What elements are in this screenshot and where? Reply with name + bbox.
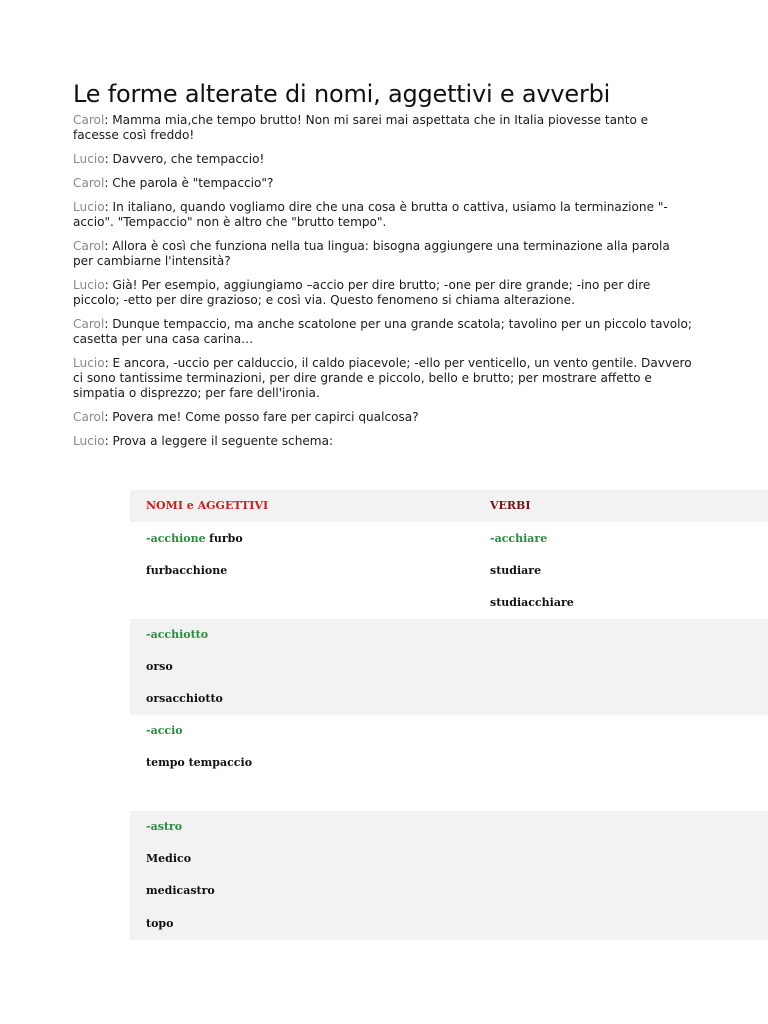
line-text: : Allora è così che funziona nella tua lingua: bisogna aggiungere una terminazione alla parola per cambiarne l'intensità? [73, 239, 670, 268]
line-text: : Mamma mia,che tempo brutto! Non mi sarei mai aspettata che in Italia piovesse tanto e facesse così freddo! [73, 113, 649, 142]
line-text: : Dunque tempaccio, ma anche scatolone per una grande scatola; tavolino per un piccolo tavolo; casetta per una casa carina… [73, 317, 692, 346]
table-cell [130, 875, 490, 907]
table-row [130, 522, 768, 555]
table-cell [490, 715, 768, 747]
dialogue-line [73, 410, 693, 425]
header-nomi-aggettivi: NOMI e AGGETTIVI [130, 490, 490, 522]
dialogue-line [73, 152, 693, 167]
altered-word: orsacchiotto [146, 692, 223, 705]
table-row [130, 683, 768, 715]
table-cell [490, 651, 768, 683]
example-words: tempo tempaccio [146, 756, 253, 769]
table-row [130, 715, 768, 747]
dialogue-line [73, 176, 693, 191]
table-cell [490, 587, 768, 619]
table-header-row [130, 490, 768, 522]
table-cell [130, 619, 490, 651]
table-row [130, 907, 768, 940]
table-cell [130, 843, 490, 875]
table-cell [490, 811, 768, 843]
table-cell [490, 875, 768, 907]
speaker-name: Carol [73, 239, 105, 253]
table-row [130, 811, 768, 843]
table-cell [130, 907, 490, 940]
suffix-acchiare: -acchiare [490, 532, 548, 545]
page-title: Le forme alterate di nomi, aggettivi e avverbi [73, 80, 611, 108]
header-verbi: VERBI [490, 490, 768, 522]
suffix-accio: -accio [146, 724, 183, 737]
speaker-name: Lucio [73, 200, 105, 214]
table-cell [490, 683, 768, 715]
dialogue-line [73, 317, 693, 347]
table-cell [490, 843, 768, 875]
table-row [130, 843, 768, 875]
dialogue-line [73, 356, 693, 401]
dialogue-line [73, 239, 693, 269]
speaker-name: Carol [73, 410, 105, 424]
table-cell [130, 651, 490, 683]
base-word: furbo [209, 532, 243, 545]
suffix-scheme-table [130, 490, 768, 940]
line-text: : E ancora, -uccio per calduccio, il caldo piacevole; -ello per venticello, un vento gentile. Davvero ci sono tantissime terminazioni, per dire grande e piccolo, bello e brutto; per mostrare affetto e simpatia o disprezzo; per fare dell'ironia. [73, 356, 692, 400]
line-text: : In italiano, quando vogliamo dire che una cosa è brutta o cattiva, usiamo la terminazione "-accio". "Tempaccio" non è altro che "brutto tempo". [73, 200, 668, 229]
table-row [130, 875, 768, 907]
speaker-name: Carol [73, 176, 105, 190]
table-cell [490, 619, 768, 651]
suffix-acchione: -acchione [146, 532, 206, 545]
line-text: : Che parola è "tempaccio"? [104, 176, 274, 190]
speaker-name: Lucio [73, 278, 105, 292]
dialogue-line [73, 113, 693, 143]
speaker-name: Carol [73, 113, 105, 127]
table-row [130, 619, 768, 651]
altered-word: medicastro [146, 884, 215, 897]
table-cell [490, 522, 768, 555]
table-cell [490, 555, 768, 587]
base-word: studiare [490, 564, 542, 577]
dialogue-line [73, 200, 693, 230]
altered-word: studiacchiare [490, 596, 574, 609]
table-cell [130, 811, 490, 843]
dialogue [73, 113, 693, 458]
table-row [130, 555, 768, 587]
line-text: : Prova a leggere il seguente schema: [104, 434, 334, 448]
table-cell [490, 779, 768, 811]
base-word: Medico [146, 852, 192, 865]
speaker-name: Carol [73, 317, 105, 331]
line-text: : Povera me! Come posso fare per capirci qualcosa? [104, 410, 419, 424]
table-cell [130, 779, 490, 811]
table-cell [130, 683, 490, 715]
table-cell [130, 555, 490, 587]
speaker-name: Lucio [73, 356, 105, 370]
suffix-acchiotto: -acchiotto [146, 628, 209, 641]
line-text: : Già! Per esempio, aggiungiamo –accio per dire brutto; -one per dire grande; -ino per dire piccolo; -etto per dire grazioso; e così via. Questo fenomeno si chiama alterazione. [73, 278, 651, 307]
table-row [130, 747, 768, 779]
table-cell [130, 522, 490, 555]
table-row [130, 779, 768, 811]
suffix-astro: -astro [146, 820, 183, 833]
speaker-name: Lucio [73, 152, 105, 166]
base-word: topo [146, 917, 174, 930]
table-cell [490, 747, 768, 779]
line-text: : Davvero, che tempaccio! [104, 152, 265, 166]
table-row [130, 587, 768, 619]
base-word: orso [146, 660, 173, 673]
altered-word: furbacchione [146, 564, 228, 577]
speaker-name: Lucio [73, 434, 105, 448]
table-cell [130, 587, 490, 619]
table-row [130, 651, 768, 683]
table-cell [490, 907, 768, 940]
table-cell [130, 747, 490, 779]
table-cell [130, 715, 490, 747]
dialogue-line [73, 278, 693, 308]
dialogue-line [73, 434, 693, 449]
